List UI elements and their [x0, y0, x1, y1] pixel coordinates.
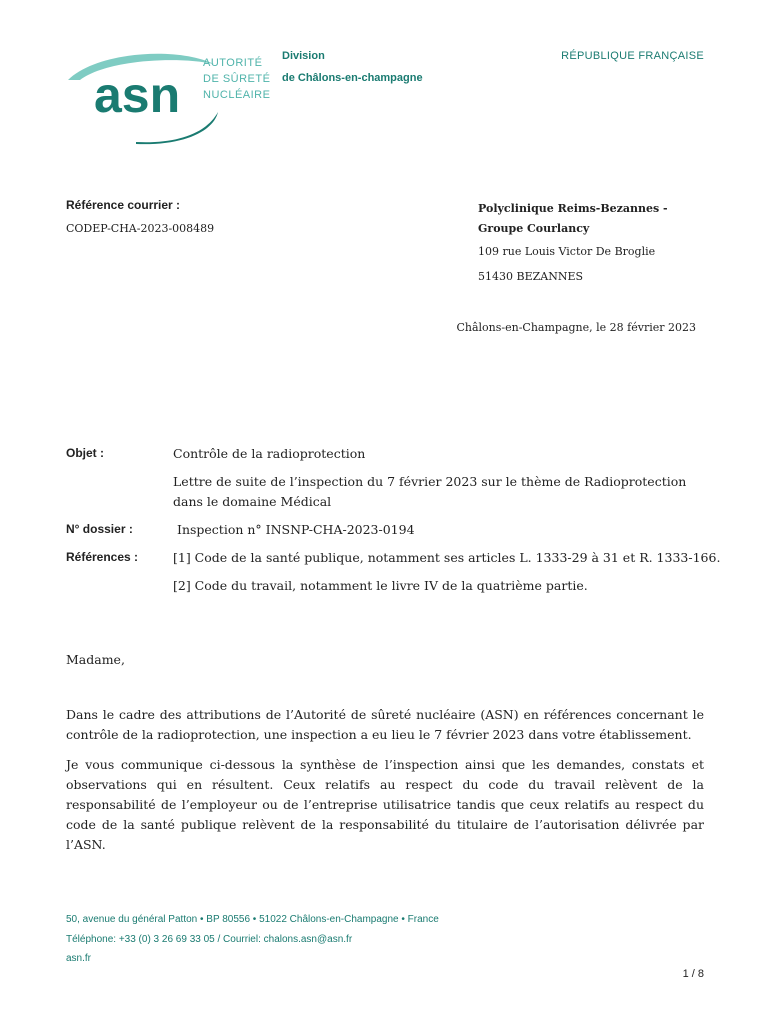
letter-date: Châlons-en-Champagne, le 28 février 2023 — [456, 321, 696, 334]
footer-website[interactable]: asn.fr — [66, 953, 92, 964]
logo-subtitle — [203, 55, 270, 103]
recipient-address — [478, 199, 668, 289]
recipient-name-line1: Polyclinique Reims-Bezannes - — [478, 202, 668, 215]
recipient-name-line2: Groupe Courlancy — [478, 222, 590, 235]
page-number: 1 / 8 — [682, 968, 704, 980]
body-paragraph: Je vous communique ci-dessous la synthèse de l’inspection ainsi que les demandes, constats et observations qui en résultent. Ceux relatifs au respect du code du travail relèvent de la responsabilité de l’employeur ou de l’entreprise utilisatrice tandis que ceux relatifs au respect du code de la santé publique relèvent de la responsabilité du titulaire de l’autorisation délivrée par l’ASN. — [66, 757, 704, 852]
objet-line2: Lettre de suite de l’inspection du 7 février 2023 sur le thème de Radioprotection — [173, 474, 687, 489]
recipient-city: 51430 BEZANNES — [478, 270, 584, 283]
recipient-street: 109 rue Louis Victor De Broglie — [478, 245, 656, 258]
reference-2: [2] Code du travail, notamment le livre IV de la quatrième partie. — [173, 578, 588, 593]
dossier-label: N° dossier : — [66, 522, 133, 536]
objet-line1: Contrôle de la radioprotection — [173, 446, 366, 461]
salutation: Madame, — [66, 652, 125, 667]
references-label: Références : — [66, 550, 139, 564]
logo-subtitle-line: DE SÛRETÉ — [203, 73, 271, 85]
reference-label: Référence courrier : — [66, 198, 181, 212]
footer — [66, 910, 439, 969]
footer-address: 50, avenue du général Patton • BP 80556 • 51022 Châlons-en-Champagne • France — [66, 914, 439, 925]
logo-subtitle-line: NUCLÉAIRE — [203, 89, 271, 101]
letter-body — [66, 705, 704, 865]
logo-subtitle-line: AUTORITÉ — [203, 57, 263, 69]
body-paragraph: Dans le cadre des attributions de l’Autorité de sûreté nucléaire (ASN) en références concernant le contrôle de la radioprotection, une inspection a eu lieu le 7 février 2023 dans votre établissement. — [66, 707, 704, 742]
reference-1: [1] Code de la santé publique, notamment ses articles L. 1333-29 à 31 et R. 1333-166. — [173, 550, 721, 565]
logo-text: asn — [94, 67, 181, 123]
division-line: Division — [282, 50, 325, 62]
objet-label: Objet : — [66, 446, 104, 460]
division-line: de Châlons-en-champagne — [282, 72, 423, 84]
division-block — [282, 50, 423, 94]
footer-contact: Téléphone: +33 (0) 3 26 69 33 05 / Courriel: chalons.asn@asn.fr — [66, 933, 353, 945]
objet-line3: dans le domaine Médical — [173, 494, 332, 509]
republic-label: RÉPUBLIQUE FRANÇAISE — [561, 50, 704, 62]
dossier-value: Inspection n° INSNP-CHA-2023-0194 — [177, 522, 415, 537]
reference-value: CODEP-CHA-2023-008489 — [66, 222, 215, 235]
